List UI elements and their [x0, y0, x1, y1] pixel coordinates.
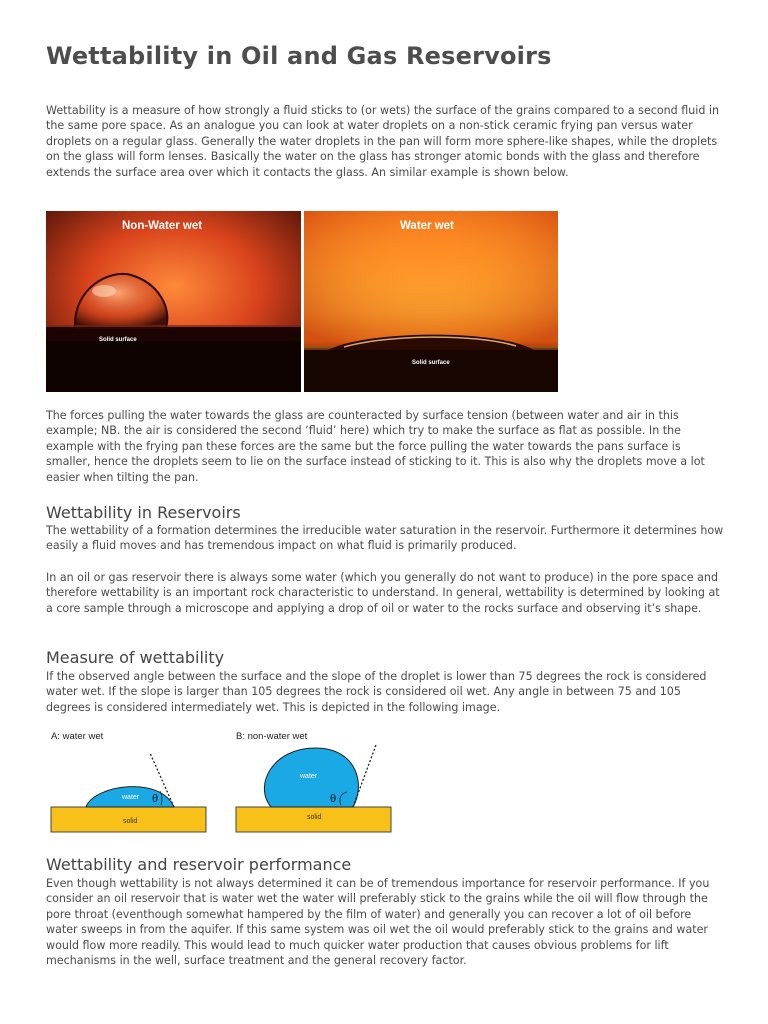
photo-non-water-wet: [46, 211, 301, 392]
diagram-non-water-wet: [235, 745, 397, 835]
photo-water-wet: [304, 211, 558, 392]
solid-label-a: solid: [123, 818, 138, 825]
non-water-wet-droplet-image: [46, 211, 301, 392]
water-label-b: water: [300, 773, 318, 780]
photo-caption-non-water-wet: Non-Water wet: [122, 220, 203, 232]
photo-surface-label-right: Solid surface: [412, 360, 450, 366]
heading-wettability-in-reservoirs: Wettability in Reservoirs: [46, 503, 241, 522]
page-title: Wettability in Oil and Gas Reservoirs: [46, 42, 552, 70]
theta-label-b: θ: [330, 793, 337, 805]
intro-paragraph: Wettability is a measure of how strongly a fluid sticks to (or wets) the surface of the grains compared to a second fluid in the same pore space. As an analogue you can look at water droplets on a non-stick ceramic frying pan versus water droplets on a regular glass. Generally the water droplets in the pan will form more sphere-like shapes, while the droplets on the glass will form lenses. Basically the water on the glass has stronger atomic bonds with the glass and therefore extends the surface area over which it contacts the glass. An similar example is shown below.: [46, 104, 720, 179]
diagram-b-label: B: non-water wet: [236, 731, 308, 742]
diagram-a-label: A: water wet: [51, 731, 104, 742]
performance-paragraph: Even though wettability is not always determined it can be of tremendous importance for reservoir performance. If you consider an oil reservoir that is water wet the water will preferably stick to the grains while the oil will flow through the pore throat (eventhough somewhat hampered by the film of water) and generally you can recover a lot of oil before water sweeps in from the aquifer. If this same system was oil wet the oil would preferably stick to the grains and water would flow more readily. This would lead to much quicker water production that causes obvious problems for lift mechanisms in the well, surface treatment and the general recovery factor.: [46, 877, 710, 968]
heading-measure-of-wettability: Measure of wettability: [46, 648, 225, 667]
solid-label-b: solid: [307, 814, 322, 821]
photo-caption-water-wet: Water wet: [400, 220, 454, 232]
reservoirs-paragraph-1: The wettability of a formation determines the irreducible water saturation in the reservoir. Furthermore it determines how easily a fluid moves and has tremendous impact on what fluid is primarily produced.: [46, 524, 724, 553]
theta-label-a: θ: [152, 793, 159, 805]
water-label-a: water: [122, 794, 140, 801]
diagram-water-wet: [50, 745, 212, 835]
measure-paragraph: If the observed angle between the surface and the slope of the droplet is lower than 75 degrees the rock is considered water wet. If the slope is larger than 105 degrees the rock is considered oil wet. Any angle in between 75 and 105 degrees is considered intermediately wet. This is depicted in the following image.: [46, 670, 707, 714]
reservoirs-paragraph-2: In an oil or gas reservoir there is always some water (which you generally do not want to produce) in the pore space and therefore wettability is an important rock characteristic to understand. In general, wettability is determined by looking at a core sample through a microscope and applying a drop of oil or water to the rocks surface and observing it’s shape.: [46, 571, 720, 615]
forces-paragraph: The forces pulling the water towards the glass are counteracted by surface tension (between water and air in this example; NB. the air is considered the second ‘fluid’ here) which try to make the surface as flat as possible. In the example with the frying pan these forces are the same but the force pulling the water towards the pans surface is smaller, hence the droplets seem to lie on the surface instead of sticking to it. This is also why the droplets move a lot easier when tilting the pan.: [46, 409, 705, 484]
photo-surface-label-left: Solid surface: [99, 337, 137, 343]
heading-wettability-and-reservoir-performance: Wettability and reservoir performance: [46, 855, 352, 874]
